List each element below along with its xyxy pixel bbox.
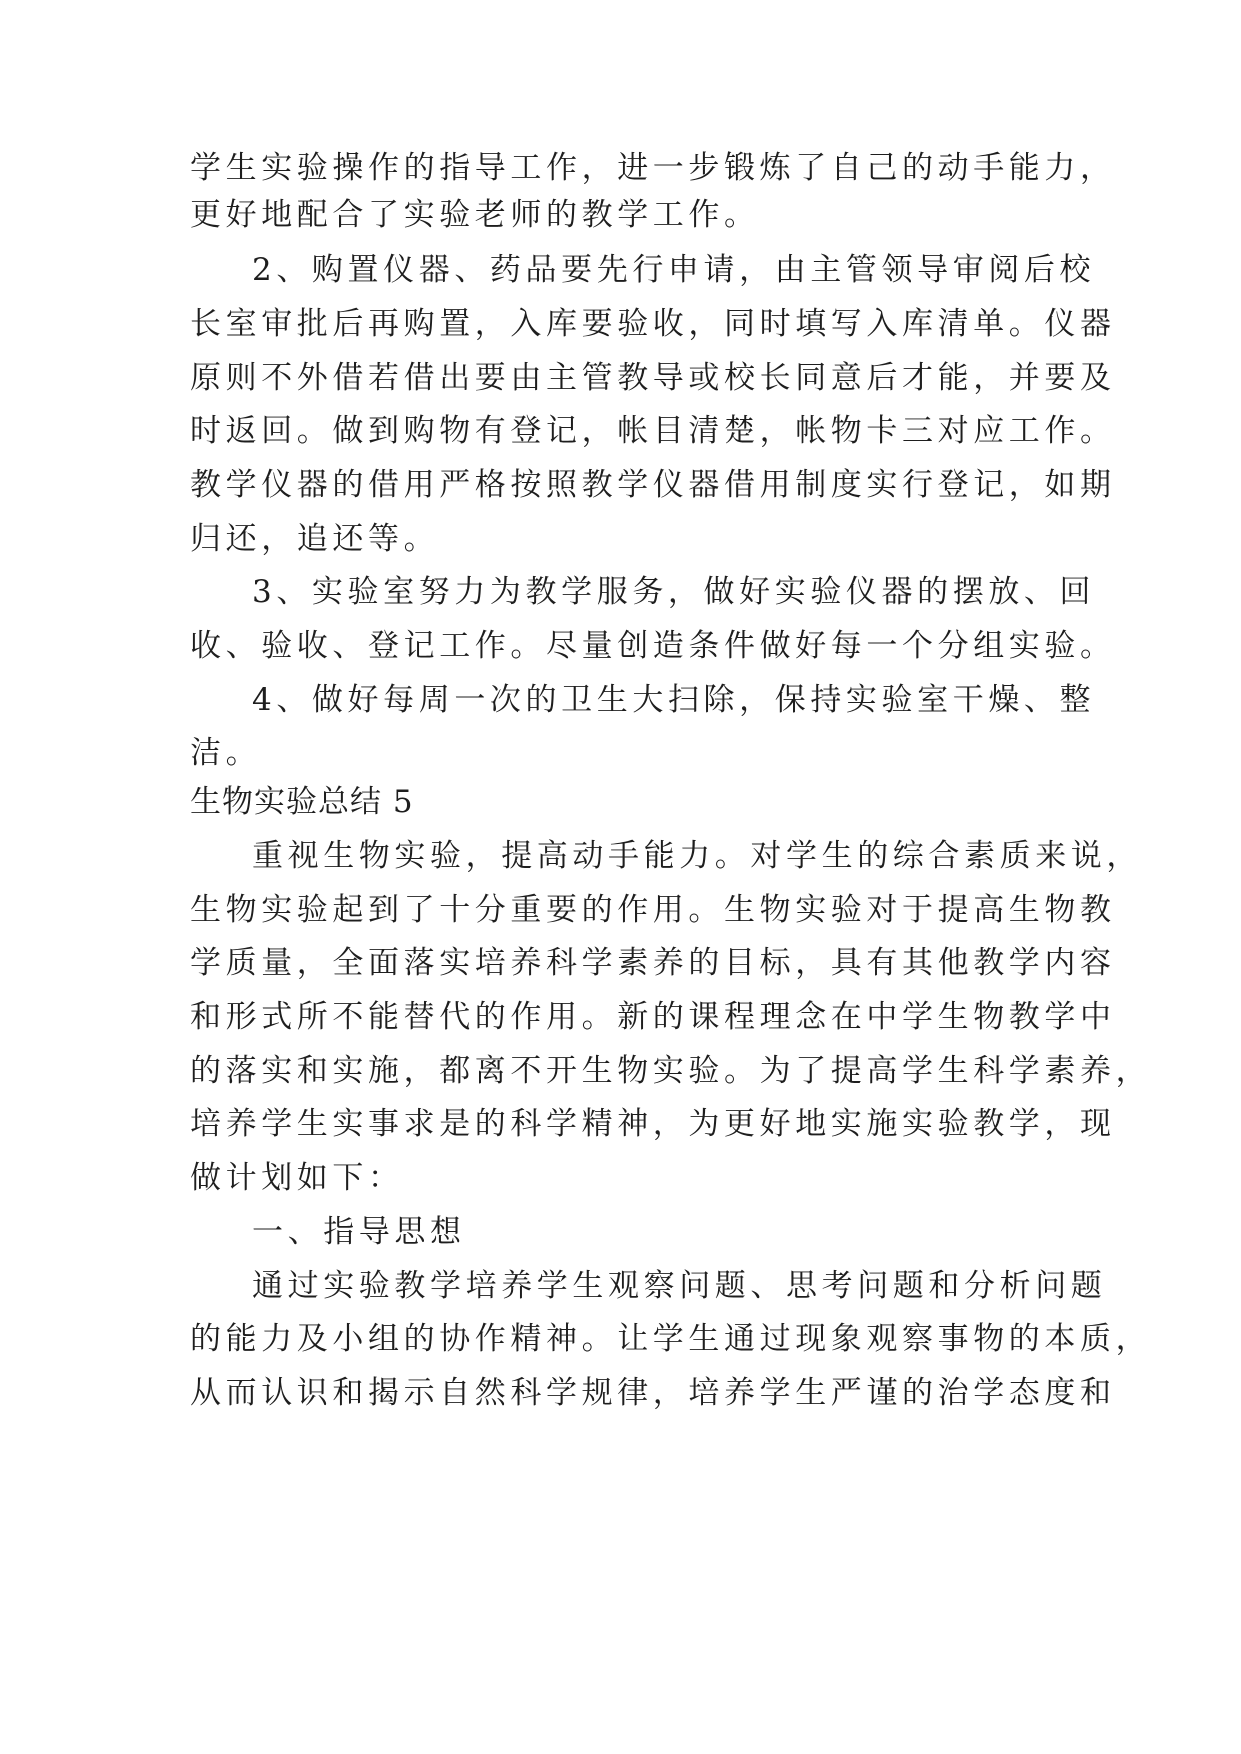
text-line: 收、验收、登记工作。尽量创造条件做好每一个分组实验。 bbox=[190, 628, 1116, 664]
text-line: 原则不外借若借出要由主管教导或校长同意后才能，并要及 bbox=[190, 360, 1116, 396]
text-line: 学生实验操作的指导工作，进一步锻炼了自己的动手能力， bbox=[190, 150, 1116, 186]
text-line: 4、做好每周一次的卫生大扫除，保持实验室干燥、整 bbox=[252, 682, 1096, 718]
text-line: 生物实验起到了十分重要的作用。生物实验对于提高生物教 bbox=[190, 892, 1116, 928]
text-line: 培养学生实事求是的科学精神，为更好地实施实验教学，现 bbox=[190, 1106, 1116, 1142]
text-line: 3、实验室努力为教学服务，做好实验仪器的摆放、回 bbox=[252, 574, 1096, 610]
text-line: 重视生物实验，提高动手能力。对学生的综合素质来说， bbox=[252, 838, 1142, 874]
text-line: 洁。 bbox=[190, 735, 262, 771]
text-line: 学质量，全面落实培养科学素养的目标，具有其他教学内容 bbox=[190, 945, 1116, 981]
text-line: 做计划如下： bbox=[190, 1160, 404, 1196]
text-line: 从而认识和揭示自然科学规律，培养学生严谨的治学态度和 bbox=[190, 1375, 1116, 1411]
text-line: 的能力及小组的协作精神。让学生通过现象观察事物的本质， bbox=[190, 1321, 1152, 1357]
text-line: 归还，追还等。 bbox=[190, 521, 440, 557]
text-line: 时返回。做到购物有登记，帐目清楚，帐物卡三对应工作。 bbox=[190, 413, 1116, 449]
text-line: 长室审批后再购置，入库要验收，同时填写入库清单。仪器 bbox=[190, 306, 1116, 342]
section-heading: 生物实验总结 5 bbox=[190, 784, 414, 820]
text-line: 教学仪器的借用严格按照教学仪器借用制度实行登记，如期 bbox=[190, 467, 1116, 503]
text-line: 2、购置仪器、药品要先行申请，由主管领导审阅后校 bbox=[252, 252, 1096, 288]
text-line: 的落实和实施，都离不开生物实验。为了提高学生科学素养， bbox=[190, 1053, 1152, 1089]
text-line: 通过实验教学培养学生观察问题、思考问题和分析问题 bbox=[252, 1268, 1107, 1304]
subsection-heading: 一、指导思想 bbox=[252, 1214, 466, 1250]
text-line: 更好地配合了实验老师的教学工作。 bbox=[190, 197, 760, 233]
text-line: 和形式所不能替代的作用。新的课程理念在中学生物教学中 bbox=[190, 999, 1116, 1035]
